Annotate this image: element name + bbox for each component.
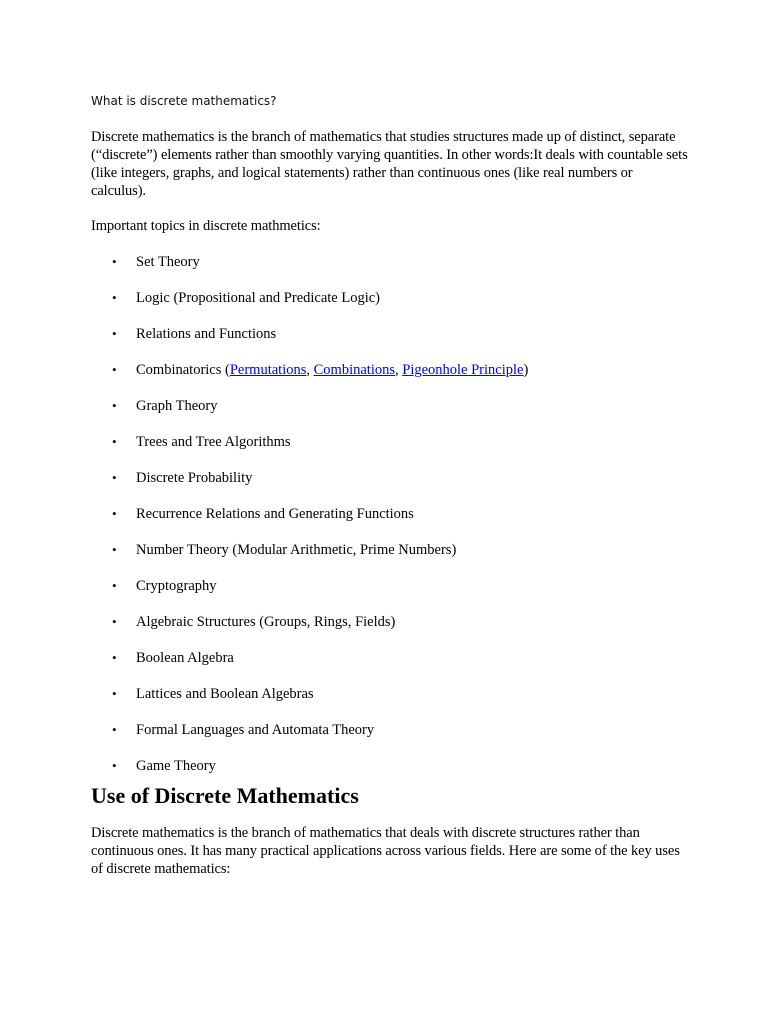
topic-label: Logic (Propositional and Predicate Logic)	[136, 290, 381, 306]
topic-item	[91, 757, 691, 793]
topic-label: Set Theory	[136, 254, 200, 270]
topic-item	[91, 505, 691, 541]
topic-item	[91, 361, 691, 397]
bullet-icon: •	[112, 614, 117, 629]
topic-label: Formal Languages and Automata Theory	[136, 722, 375, 738]
bullet-icon: •	[112, 542, 117, 557]
bullet-icon: •	[112, 434, 117, 449]
intro-paragraph: Discrete mathematics is the branch of mathematics that studies structures made up of distinct, separate (“discrete”) elements rather than smoothly varying quantities. In other words:It deals with countable sets (like integers, graphs, and logical statements) rather than continuous ones (like real numbers or calculus).	[91, 129, 688, 199]
bullet-icon: •	[112, 686, 117, 701]
topic-label: Number Theory (Modular Arithmetic, Prime Numbers)	[136, 542, 457, 558]
topic-item	[91, 649, 691, 685]
topic-label: Discrete Probability	[136, 470, 253, 486]
section-heading: Use of Discrete Mathematics	[91, 783, 359, 808]
topic-label: Relations and Functions	[136, 326, 277, 342]
topic-label: Algebraic Structures (Groups, Rings, Fields)	[136, 614, 396, 630]
topic-item	[91, 469, 691, 505]
topic-label: Trees and Tree Algorithms	[136, 434, 291, 450]
document-page	[91, 93, 691, 878]
topic-item	[91, 289, 691, 325]
bullet-icon: •	[112, 758, 117, 773]
topic-item	[91, 325, 691, 361]
bullet-icon: •	[112, 398, 117, 413]
permutations-link[interactable]: Permutations	[229, 362, 307, 378]
topic-item	[91, 433, 691, 469]
bullet-icon: •	[112, 506, 117, 521]
topic-item	[91, 613, 691, 649]
bullet-icon: •	[112, 578, 117, 593]
topic-label: Game Theory	[136, 758, 216, 774]
pigeonhole-principle-link[interactable]: Pigeonhole Principle	[402, 362, 524, 378]
topic-label: Lattices and Boolean Algebras	[136, 686, 314, 702]
topics-heading: Important topics in discrete mathmetics:	[91, 218, 321, 234]
topic-separator: ,	[306, 362, 314, 378]
bullet-icon: •	[112, 362, 117, 377]
topic-label: Recurrence Relations and Generating Functions	[136, 506, 414, 522]
bullet-icon: •	[112, 722, 117, 737]
topic-label-suffix: )	[523, 362, 529, 378]
combinations-link[interactable]: Combinations	[313, 362, 395, 378]
topic-label-prefix: Combinatorics (	[136, 362, 230, 378]
topic-item	[91, 721, 691, 757]
question-heading: What is discrete mathematics?	[91, 94, 277, 108]
section-paragraph: Discrete mathematics is the branch of mathematics that deals with discrete structures rather than continuous ones. It has many practical applications across various fields. Here are some of the key uses of discrete mathematics:	[91, 825, 680, 877]
topic-label: Boolean Algebra	[136, 650, 234, 666]
topic-label: Cryptography	[136, 578, 217, 594]
topic-label: Graph Theory	[136, 398, 218, 414]
topic-item	[91, 685, 691, 721]
topic-item	[91, 253, 691, 289]
topic-separator: ,	[395, 362, 403, 378]
topics-list	[91, 253, 691, 793]
bullet-icon: •	[112, 326, 117, 341]
topic-item	[91, 577, 691, 613]
bullet-icon: •	[112, 470, 117, 485]
bullet-icon: •	[112, 290, 117, 305]
bullet-icon: •	[112, 254, 117, 269]
topic-item	[91, 397, 691, 433]
topic-item	[91, 541, 691, 577]
bullet-icon: •	[112, 650, 117, 665]
